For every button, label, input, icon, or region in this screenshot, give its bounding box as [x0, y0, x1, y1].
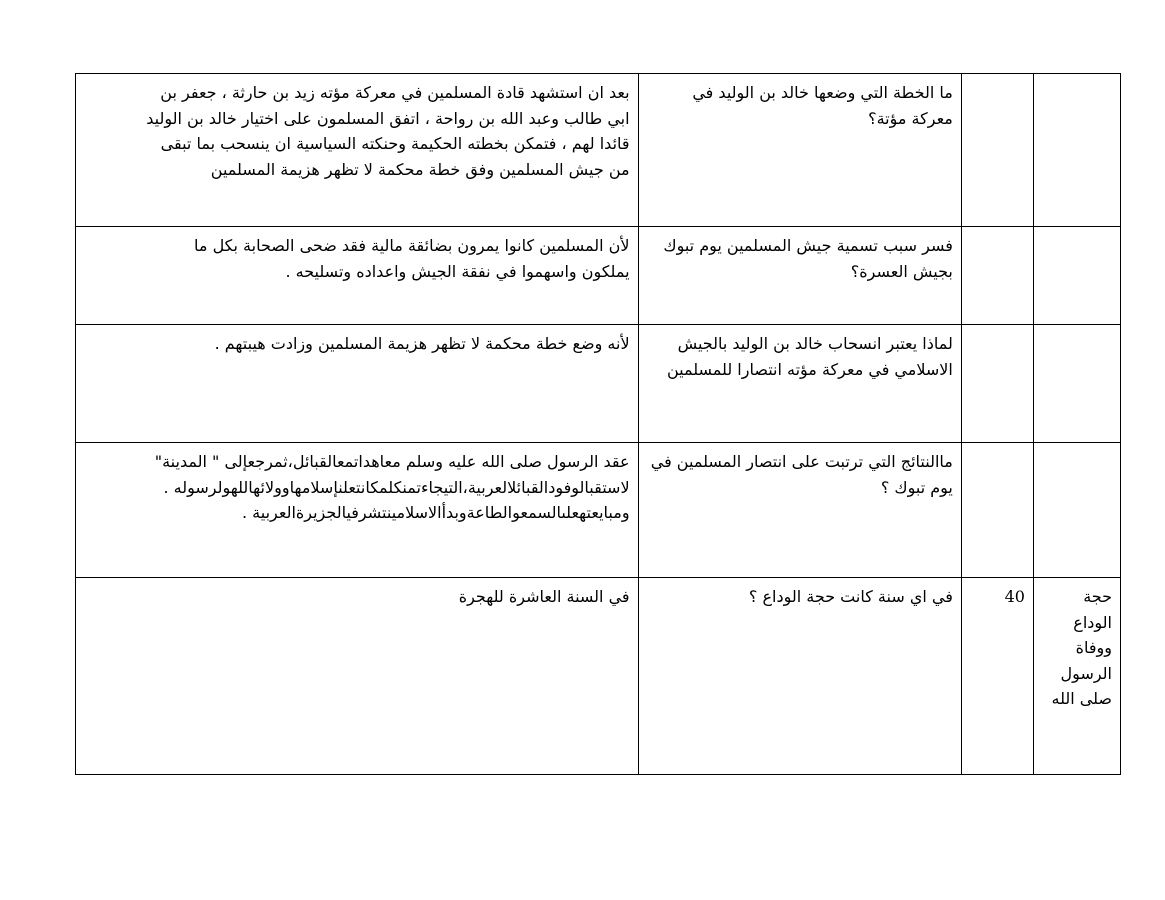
- answer-cell: [76, 578, 639, 775]
- question-number: 40: [961, 578, 1033, 775]
- answer-line: في السنة العاشرة للهجرة: [458, 587, 630, 606]
- topic-cell: حجة الوداع ووفاة الرسول صلى الله: [1033, 578, 1120, 775]
- table-row: [76, 578, 1121, 775]
- answer-line: ومبايعتهعلىالسمعوالطاعةوبدأالاسلامينتشرفيالجزيرةالعربية .: [241, 503, 630, 523]
- table-row: [76, 74, 1121, 227]
- question-cell: ما الخطة التي وضعها خالد بن الوليد في معركة مؤتة؟: [638, 74, 961, 227]
- topic-cell: [1033, 74, 1120, 227]
- topic-cell: [1033, 443, 1120, 578]
- answer-cell: [76, 227, 639, 325]
- answer-line: يملكون واسهموا في نفقة الجيش واعداده وتسليحه .: [285, 261, 630, 281]
- question-number: [961, 443, 1033, 578]
- question-number: [961, 227, 1033, 325]
- answer-line: قائدا لهم ، فتمكن بخطته الحكيمة وحنكته السياسية ان ينسحب بما تبقى: [160, 134, 630, 154]
- question-cell: لماذا يعتبر انسحاب خالد بن الوليد بالجيش الاسلامي في معركة مؤته انتصارا للمسلمين: [638, 325, 961, 443]
- answer-line: لأنه وضع خطة محكمة لا تظهر هزيمة المسلمين وزادت هيبتهم .: [214, 334, 630, 353]
- table-row: [76, 227, 1121, 325]
- question-number: [961, 325, 1033, 443]
- question-number: [961, 74, 1033, 227]
- answer-cell: [76, 325, 639, 443]
- table-row: [76, 443, 1121, 578]
- answer-cell: [76, 443, 639, 578]
- answer-line: لاستقبالوفودالقبائلالعربية،التيجاءتمنكلمكانتعلنإسلامهاوولائهاللهولرسوله .: [163, 477, 630, 497]
- question-cell: فسر سبب تسمية جيش المسلمين يوم تبوك بجيش العسرة؟: [638, 227, 961, 325]
- question-cell: في اي سنة كانت حجة الوداع ؟: [638, 578, 961, 775]
- topic-cell: [1033, 325, 1120, 443]
- topic-cell: [1033, 227, 1120, 325]
- answer-line: من جيش المسلمين وفق خطة محكمة لا تظهر هزيمة المسلمين: [210, 159, 630, 179]
- question-cell: ماالنتائج التي ترتبت على انتصار المسلمين في يوم تبوك ؟: [638, 443, 961, 578]
- questions-table: [75, 73, 1121, 775]
- answer-line: ابي طالب وعبد الله بن رواحة ، اتفق المسلمون على اختيار خالد بن الوليد: [146, 108, 630, 128]
- answer-line: بعد ان استشهد قادة المسلمين في معركة مؤته زيد بن حارثة ، جعفر بن: [160, 83, 630, 102]
- table-row: [76, 325, 1121, 443]
- answer-line: لأن المسلمين كانوا يمرون بضائقة مالية فقد ضحى الصحابة بكل ما: [194, 236, 630, 255]
- answer-cell: [76, 74, 639, 227]
- answer-line: عقد الرسول صلى الله عليه وسلم معاهداتمعالقبائل،ثمرجعإلى " المدينة": [154, 452, 630, 471]
